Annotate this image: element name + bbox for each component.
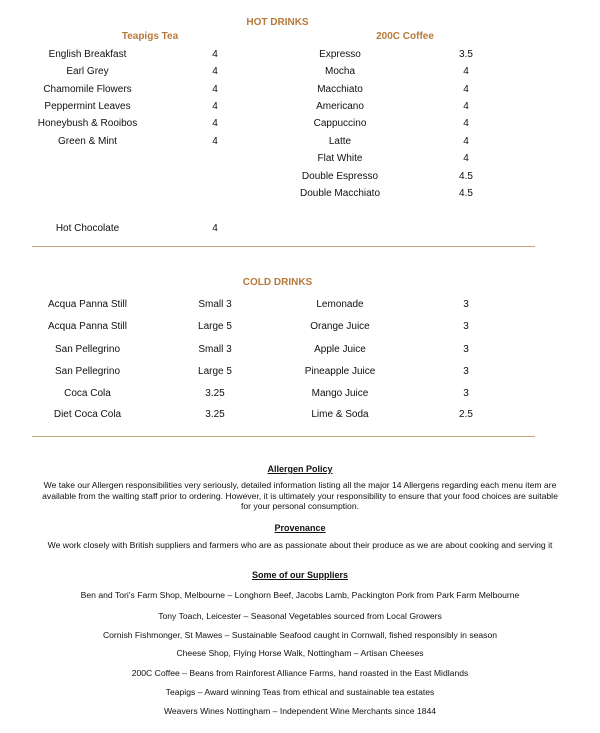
provenance-title: Provenance: [274, 523, 326, 533]
cold-left-price: Large 5: [198, 321, 232, 332]
coffee-name: Flat White: [317, 153, 363, 164]
coffee-name: Cappuccino: [313, 118, 367, 129]
coffee-name: Mocha: [324, 66, 355, 77]
cold-right-name: Mango Juice: [311, 388, 369, 399]
cold-right-price: 3: [463, 344, 469, 355]
coffee-name: Latte: [328, 136, 352, 147]
allergen-text: We take our Allergen responsibilities very seriously, detailed information listing all the major 14 Allergens regarding each menu item are available from the waiting staff prior to ordering. However, it is ultimately your responsibility to ensure that your food choices are suitable for your personal consumption.: [42, 480, 558, 511]
cold-left-price: Large 5: [198, 366, 232, 377]
coffee-name: Macchiato: [317, 84, 363, 95]
supplier-item: Cheese Shop, Flying Horse Walk, Nottingham – Artisan Cheeses: [176, 648, 424, 658]
supplier-item: 200C Coffee – Beans from Rainforest Alliance Farms, hand roasted in the East Midlands: [131, 668, 469, 678]
provenance-text: We work closely with British suppliers and farmers who are as passionate about their produce as we are about cooking and serving it: [47, 540, 553, 550]
coffee-price: 3.5: [459, 49, 473, 60]
supplier-item: Tony Toach, Leicester – Seasonal Vegetables sourced from Local Growers: [158, 611, 442, 621]
suppliers-title: Some of our Suppliers: [251, 570, 348, 580]
coffee-heading: 200C Coffee: [376, 31, 434, 42]
cold-left-name: Acqua Panna Still: [48, 321, 127, 332]
tea-price: 4: [212, 49, 218, 60]
cold-left-name: Coca Cola: [64, 388, 111, 399]
cold-drinks-title: COLD DRINKS: [242, 277, 313, 288]
tea-price: 4: [212, 101, 218, 112]
coffee-price: 4: [463, 153, 469, 164]
hot-chocolate-price: 4: [212, 223, 218, 234]
coffee-price: 4: [463, 66, 469, 77]
coffee-price: 4.5: [459, 188, 473, 199]
supplier-item: Teapigs – Award winning Teas from ethical and sustainable tea estates: [165, 687, 435, 697]
tea-name: Earl Grey: [66, 66, 109, 77]
cold-left-price: 3.25: [205, 409, 225, 420]
allergen-title: Allergen Policy: [267, 464, 333, 474]
cold-right-name: Apple Juice: [314, 344, 366, 355]
section-divider: [32, 246, 535, 247]
supplier-item: Cornish Fishmonger, St Mawes – Sustainable Seafood caught in Cornwall, fished responsibly in season: [102, 630, 498, 640]
coffee-price: 4: [463, 136, 469, 147]
coffee-name: Americano: [316, 101, 364, 112]
cold-left-price: Small 3: [198, 344, 232, 355]
tea-price: 4: [212, 66, 218, 77]
coffee-name: Double Espresso: [301, 171, 379, 182]
section-divider: [32, 436, 535, 437]
cold-left-price: 3.25: [205, 388, 225, 399]
cold-left-price: Small 3: [198, 299, 232, 310]
coffee-name: Expresso: [319, 49, 361, 60]
cold-right-name: Lemonade: [316, 299, 364, 310]
cold-right-price: 3: [463, 299, 469, 310]
tea-name: English Breakfast: [48, 49, 127, 60]
cold-right-price: 3: [463, 388, 469, 399]
cold-left-name: Acqua Panna Still: [48, 299, 127, 310]
coffee-price: 4.5: [459, 171, 473, 182]
cold-left-name: Diet Coca Cola: [53, 409, 122, 420]
cold-right-price: 3: [463, 366, 469, 377]
cold-right-name: Pineapple Juice: [304, 366, 376, 377]
coffee-price: 4: [463, 118, 469, 129]
tea-price: 4: [212, 136, 218, 147]
coffee-name: Double Macchiato: [299, 188, 381, 199]
cold-right-price: 3: [463, 321, 469, 332]
tea-price: 4: [212, 118, 218, 129]
supplier-item: Ben and Tori’s Farm Shop, Melbourne – Longhorn Beef, Jacobs Lamb, Packington Pork from Park Farm Melbourne: [80, 590, 520, 600]
cold-right-name: Lime & Soda: [311, 409, 369, 420]
hot-chocolate-name: Hot Chocolate: [55, 223, 120, 234]
tea-name: Chamomile Flowers: [43, 84, 132, 95]
tea-name: Green & Mint: [58, 136, 117, 147]
supplier-item: Weavers Wines Nottingham – Independent Wine Merchants since 1844: [163, 706, 437, 716]
cold-left-name: San Pellegrino: [54, 366, 121, 377]
tea-price: 4: [212, 84, 218, 95]
tea-name: Peppermint Leaves: [44, 101, 131, 112]
cold-right-name: Orange Juice: [310, 321, 370, 332]
hot-drinks-title: HOT DRINKS: [246, 17, 309, 28]
tea-name: Honeybush & Rooibos: [37, 118, 138, 129]
cold-left-name: San Pellegrino: [54, 344, 121, 355]
coffee-price: 4: [463, 84, 469, 95]
cold-right-price: 2.5: [459, 409, 473, 420]
tea-heading: Teapigs Tea: [121, 31, 179, 42]
coffee-price: 4: [463, 101, 469, 112]
